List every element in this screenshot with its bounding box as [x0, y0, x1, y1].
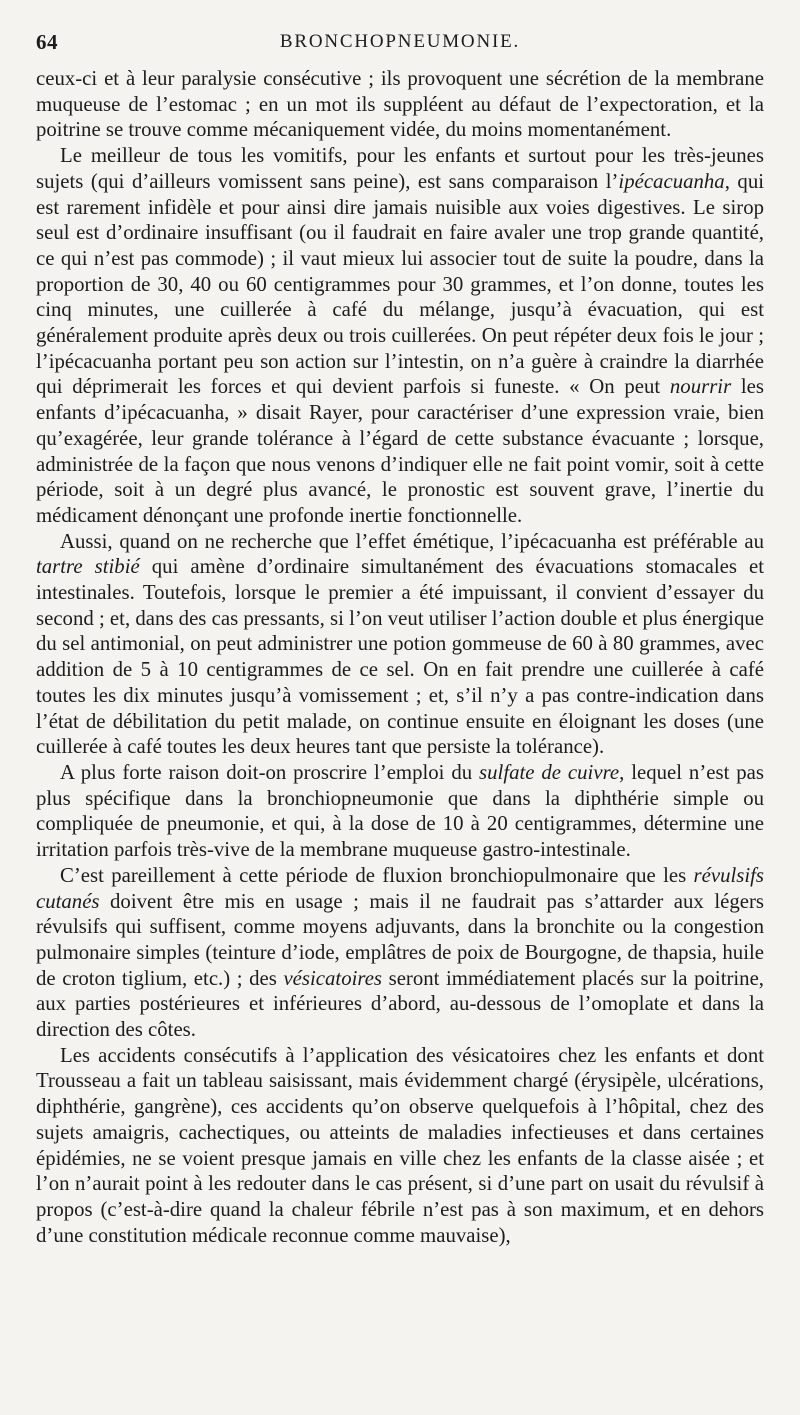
italic-term: nourrir — [669, 375, 732, 399]
italic-term: sulfate de cuivre — [479, 760, 620, 784]
text-run: les enfants d’ipécacuanha, » disait Rayer, pour caractériser d’une expression vraie, bien qu’exagérée, leur grande tolérance à l’égard de cette substance évacuante ; lorsque, administrée de la façon que nous venons d’indiquer elle ne fait point vomir, soit à cette période, soit à un degré plus avancé, le pronostic est souvent grave, l’inertie du médicament dénonçant une profonde inertie fonctionnelle. — [36, 375, 764, 527]
text-run: C’est pareillement à cette période de fluxion bronchiopulmonaire que les — [60, 863, 694, 887]
italic-term: ipécacuanha — [618, 169, 725, 193]
italic-term: vésicatoires — [283, 966, 383, 990]
text-run: , lequel n’est pas plus spécifique dans la bronchiopneumonie que dans la diphthérie simple ou compliquée de pneumonie, et qui, à la dose de 10 à 20 centigrammes, détermine une irritation parfois très-vive de la membrane muqueuse gastro-intestinale. — [36, 760, 764, 862]
text-run: Aussi, quand on ne recherche que l’effet émétique, l’ipécacuanha est préférable au — [60, 529, 764, 553]
paragraph — [36, 66, 764, 143]
text-run: A plus forte raison doit-on proscrire l’emploi du — [60, 760, 480, 784]
paragraph — [36, 1043, 764, 1249]
paragraph — [36, 529, 764, 760]
text-run: doivent être mis en usage ; mais il ne faudrait pas s’attarder aux légers révulsifs qui suffisent, comme moyens adjuvants, dans la bronchite ou la congestion pulmonaire simples (teinture d’iode, emplâtres de poix de Bourgogne, de thapsia, huile de croton tiglium, etc.) ; des — [36, 889, 764, 990]
paragraph — [36, 863, 764, 1043]
text-run: qui amène d’ordinaire simultanément des évacuations stomacales et intestinales. Toutefois, lorsque le premier a été impuissant, il convient d’essayer du second ; et, dans des cas pressants, si l’on veut utiliser l’action double et plus énergique du sel antimonial, on peut administrer une potion gommeuse de 60 à 80 grammes, avec addition de 5 à 10 centigrammes de ce sel. On en fait prendre une cuillerée à café toutes les dix minutes jusqu’à vomissement ; et, s’il n’y a pas contre-indication dans l’état de débilitation du petit malade, on continue ensuite en éloignant les doses (une cuillerée à café toutes les deux heures tant que persiste la tolérance). — [36, 555, 764, 759]
book-page — [36, 26, 764, 1406]
running-title: BRONCHOPNEUMONIE. — [279, 31, 521, 52]
text-run: ceux-ci et à leur paralysie consécutive ; ils provoquent une sécrétion de la membrane muqueuse de l’estomac ; en un mot ils suppléent au défaut de l’expectoration, et la poitrine se trouve comme mécaniquement vidée, du moins momentanément. — [36, 67, 764, 142]
body-text — [36, 66, 764, 1248]
text-run: seront immédiatement placés sur la poitrine, aux parties postérieures et inférieures d’abord, au-dessous de l’omoplate et dans la direction des côtes. — [36, 966, 765, 1042]
paragraph — [36, 760, 764, 863]
paragraph — [36, 143, 764, 529]
text-run: , qui est rarement infidèle et pour ainsi dire jamais nuisible aux voies digestives. Le sirop seul est d’ordinaire insuffisant (ou il faudrait en faire avaler une trop grande quantité, ce qui n’est pas commode) ; il vaut mieux lui associer tout de suite la poudre, dans la proportion de 30, 40 ou 60 centigrammes pour 30 grammes, et l’on donne, toutes les cinq minutes, une cuillerée à café du mélange, jusqu’à évacuation, qui est généralement produite après deux ou trois cuillerées. On peut répéter deux fois le jour ; l’ipécacuanha portant peu son action sur l’intestin, on n’a guère à craindre la diarrhée qui déprimerait les forces et qui devient parfois si funeste. « On peut — [36, 169, 764, 399]
text-run: Les accidents consécutifs à l’application des vésicatoires chez les enfants et dont Trousseau a fait un tableau saisissant, mais évidemment chargé (érysipèle, ulcérations, diphthérie, gangrène), ces accidents qu’on observe quelquefois à l’hôpital, chez des sujets amaigris, cachectiques, ou atteints de maladies infectieuses et dans certaines épidémies, ne se voient presque jamais en ville chez les enfants de la classe aisée ; et l’on n’aurait point à les redouter dans le cas présent, si d’une part on usait du révulsif à propos (c’est-à-dire quand la chaleur fébrile n’est pas à son maximum, et en dehors d’une constitution médicale reconnue comme mauvaise), — [36, 1043, 764, 1247]
text-run: Le meilleur de tous les vomitifs, pour les enfants et surtout pour les très-jeunes sujets (qui d’ailleurs vomissent sans peine), est sans comparaison l’ — [36, 144, 764, 193]
italic-term: tartre stibié — [36, 555, 140, 579]
italic-term: révulsifs cutanés — [36, 863, 764, 913]
page-header — [36, 26, 764, 66]
page-number: 64 — [36, 30, 58, 54]
